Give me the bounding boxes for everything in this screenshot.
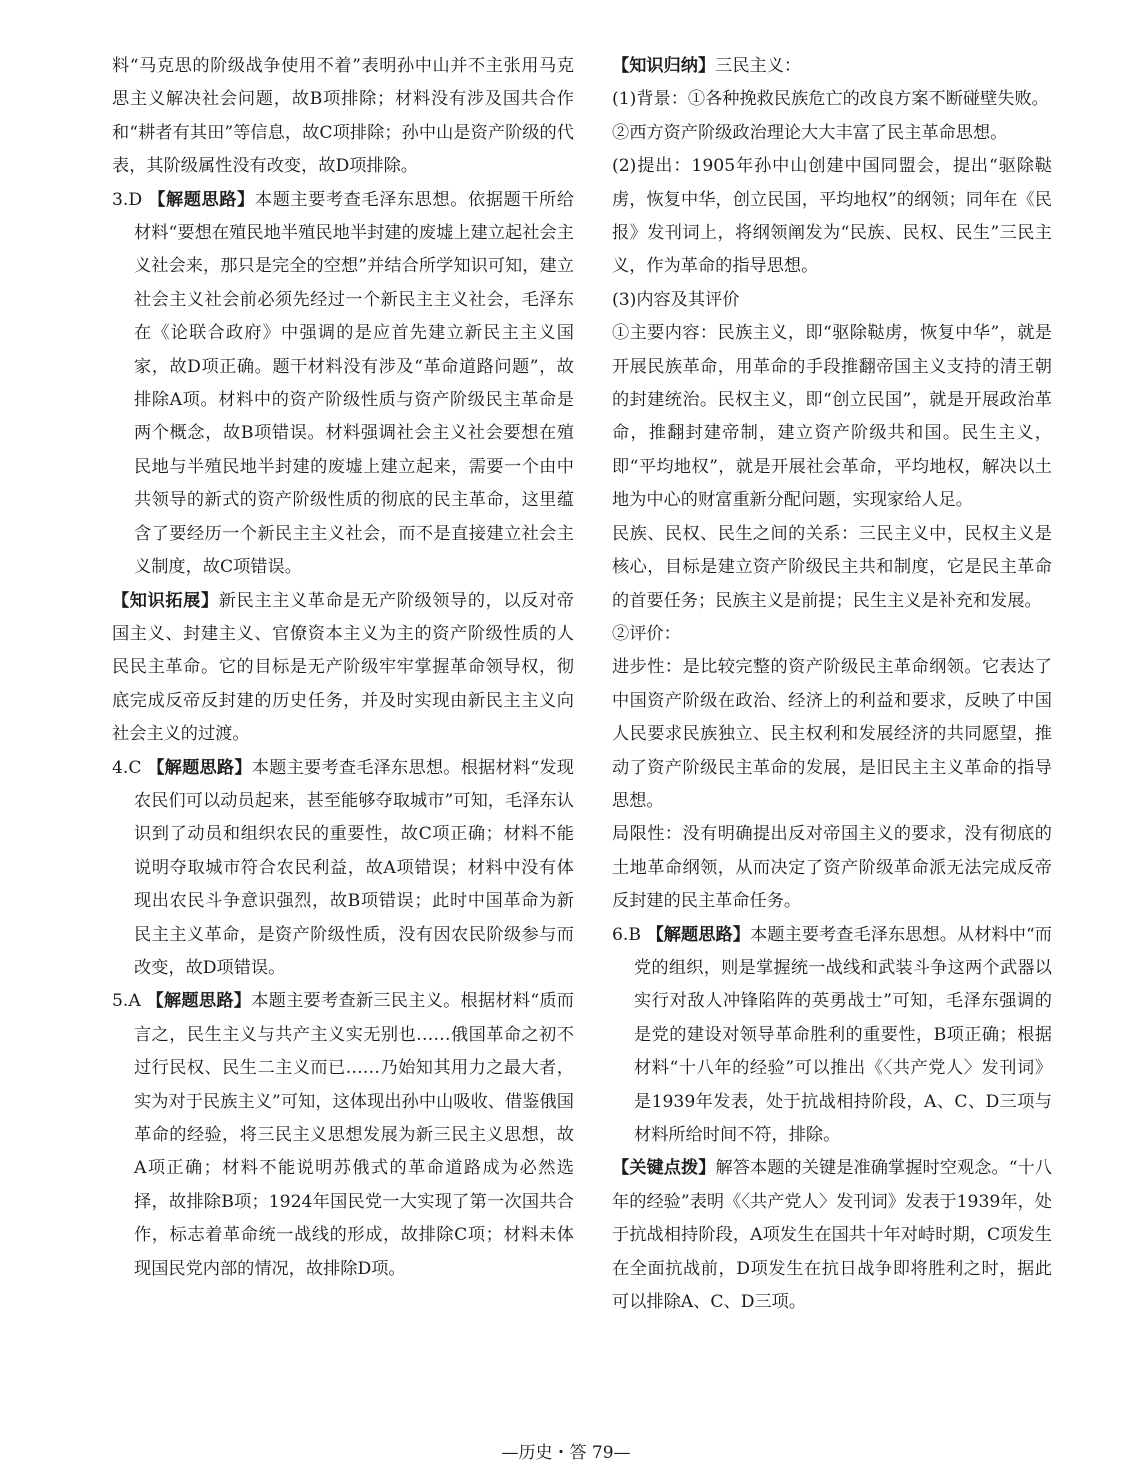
answer-4 <box>112 752 574 986</box>
page-footer: —历史・答 79— <box>501 1443 631 1463</box>
evaluation-label: ②评价： <box>612 623 681 644</box>
key-point <box>612 1152 1052 1319</box>
key-point-tag: 【关键点拨】 <box>612 1158 716 1179</box>
answer-3-tag: 【解题思路】 <box>148 189 255 210</box>
answer-5-text: 本题主要考查新三民主义。根据材料“质而言之，民生主义与共产主义实无别也……俄国革命之初不过行民权、民生二主义而已……乃始知其用力之最大者，实为对于民族主义”可知，这体现出孙中山吸收、借鉴俄国革命的经验，将三民主义思想发展为新三民主义思想，故A项正确；材料不能说明苏俄式的革命道路成为必然选择，故排除B项；1924年国民党一大实现了第一次国共合作，标志着革命统一战线的形成，故排除C项；材料未体现国民党内部的情况，故排除D项。 <box>134 991 574 1279</box>
background-point-1: ①各种挽救民族危亡的改良方案不断碰壁失败。 <box>687 89 1049 110</box>
content-label: (3)内容及其评价 <box>612 289 740 310</box>
progressiveness-paragraph: 进步性：是比较完整的资产阶级民主革命纲领。它表达了中国资产阶级在政治、经济上的利益和要求，反映了中国人民要求民族独立、民主权利和发展经济的共同愿望，推动了资产阶级民主革命的发展，是旧民主主义革命的指导思想。 <box>612 657 1052 811</box>
answer-3-text: 本题主要考查毛泽东思想。依据题干所给材料“要想在殖民地半殖民地半封建的废墟上建立起社会主义社会来，那只是完全的空想”并结合所学知识可知，建立社会主义社会前必须先经过一个新民主主义社会，毛泽东在《论联合政府》中强调的是应首先建立新民主主义国家，故D项正确。题干材料没有涉及“革命道路问题”，故排除A项。材料中的资产阶级性质与资产阶级民主革命是两个概念，故B项错误。材料强调社会主义社会要想在殖民地与半殖民地半封建的废墟上建立起来，需要一个由中共领导的新式的资产阶级性质的彻底的民主革命，这里蕴含了要经历一个新民主主义社会，而不是直接建立社会主义制度，故C项错误。 <box>134 189 574 578</box>
answer-6 <box>612 919 1052 1153</box>
knowledge-extension <box>112 585 574 752</box>
answer-5-number: 5.A <box>112 991 141 1012</box>
right-column <box>612 50 1052 1319</box>
left-column <box>112 50 574 1286</box>
answer-4-tag: 【解题思路】 <box>147 757 252 778</box>
knowledge-summary-tag: 【知识归纳】 <box>612 56 716 76</box>
answer-6-tag: 【解题思路】 <box>646 924 751 945</box>
answer-2-continuation: 料“马克思的阶级战争使用不着”表明孙中山并不主张用马克思主义解决社会问题，故B项排除；材料没有涉及国共合作和“耕者有其田”等信息，故C项排除；孙中山是资产阶级的代表，其阶级属性没有改变，故D项排除。 <box>112 56 574 177</box>
answer-4-number: 4.C <box>112 757 142 778</box>
background-line-1 <box>612 83 1052 116</box>
knowledge-summary-title: 三民主义： <box>715 56 802 76</box>
knowledge-extension-text: 新民主主义革命是无产阶级领导的，以反对帝国主义、封建主义、官僚资本主义为主的资产阶级性质的人民民主革命。它的目标是无产阶级牢牢掌握革命领导权，彻底完成反帝反封建的历史任务，并及时实现由新民主主义向社会主义的过渡。 <box>112 590 574 745</box>
answer-3-number: 3.D <box>112 189 143 210</box>
answer-5 <box>112 985 574 1286</box>
main-content-paragraph: ①主要内容：民族主义，即“驱除鞑虏，恢复中华”，就是开展民族革命，用革命的手段推翻帝国主义支持的清王朝的封建统治。民权主义，即“创立民国”，就是开展政治革命，推翻封建帝制，建立资产阶级共和国。民生主义，即“平均地权”，就是开展社会革命，平均地权，解决以土地为中心的财富重新分配问题，实现家给人足。 <box>612 323 1052 511</box>
answer-6-number: 6.B <box>612 924 642 945</box>
answer-3 <box>112 184 574 585</box>
relationship-paragraph: 民族、民权、民生之间的关系：三民主义中，民权主义是核心，目标是建立资产阶级民主共和制度，它是民主革命的首要任务；民族主义是前提；民生主义是补充和发展。 <box>612 523 1052 611</box>
proposal-paragraph: (2)提出：1905年孙中山创建中国同盟会，提出“驱除鞑虏，恢复中华，创立民国，平均地权”的纲领；同年在《民报》发刊词上，将纲领阐发为“民族、民权、民生”三民主义，作为革命的指导思想。 <box>612 156 1052 277</box>
answer-6-text: 本题主要考查毛泽东思想。从材料中“而党的组织，则是掌握统一战线和武装斗争这两个武器以实行对敌人冲锋陷阵的英勇战士”可知，毛泽东强调的是党的建设对领导革命胜利的重要性，B项正确；根据材料“十八年的经验”可以推出《〈共产党人〉发刊词》是1939年发表，处于抗战相持阶段，A、C、D三项与材料所给时间不符，排除。 <box>634 924 1052 1145</box>
limitation-paragraph: 局限性：没有明确提出反对帝国主义的要求，没有彻底的土地革命纲领，从而决定了资产阶级革命派无法完成反帝反封建的民主革命任务。 <box>612 824 1052 912</box>
knowledge-extension-tag: 【知识拓展】 <box>112 590 219 611</box>
answer-5-tag: 【解题思路】 <box>146 991 252 1012</box>
answer-4-text: 本题主要考查毛泽东思想。根据材料“发现农民们可以动员起来，甚至能够夺取城市”可知，毛泽东认识到了动员和组织农民的重要性，故C项正确；材料不能说明夺取城市符合农民利益，故A项错误；材料中没有体现出农民斗争意识强烈，故B项错误；此时中国革命为新民主主义革命，是资产阶级性质，没有因农民阶级参与而改变，故D项错误。 <box>134 757 574 978</box>
background-point-2: ②西方资产阶级政治理论大大丰富了民主革命思想。 <box>612 122 1008 143</box>
background-label: (1)背景： <box>612 89 688 110</box>
key-point-text: 解答本题的关键是准确掌握时空观念。“十八年的经验”表明《〈共产党人〉发刊词》发表于1939年，处于抗战相持阶段，A项发生在国共十年对峙时期，C项发生在全面抗战前，D项发生在抗日战争即将胜利之时，据此可以排除A、C、D三项。 <box>612 1158 1052 1313</box>
knowledge-summary-heading <box>612 50 1052 83</box>
